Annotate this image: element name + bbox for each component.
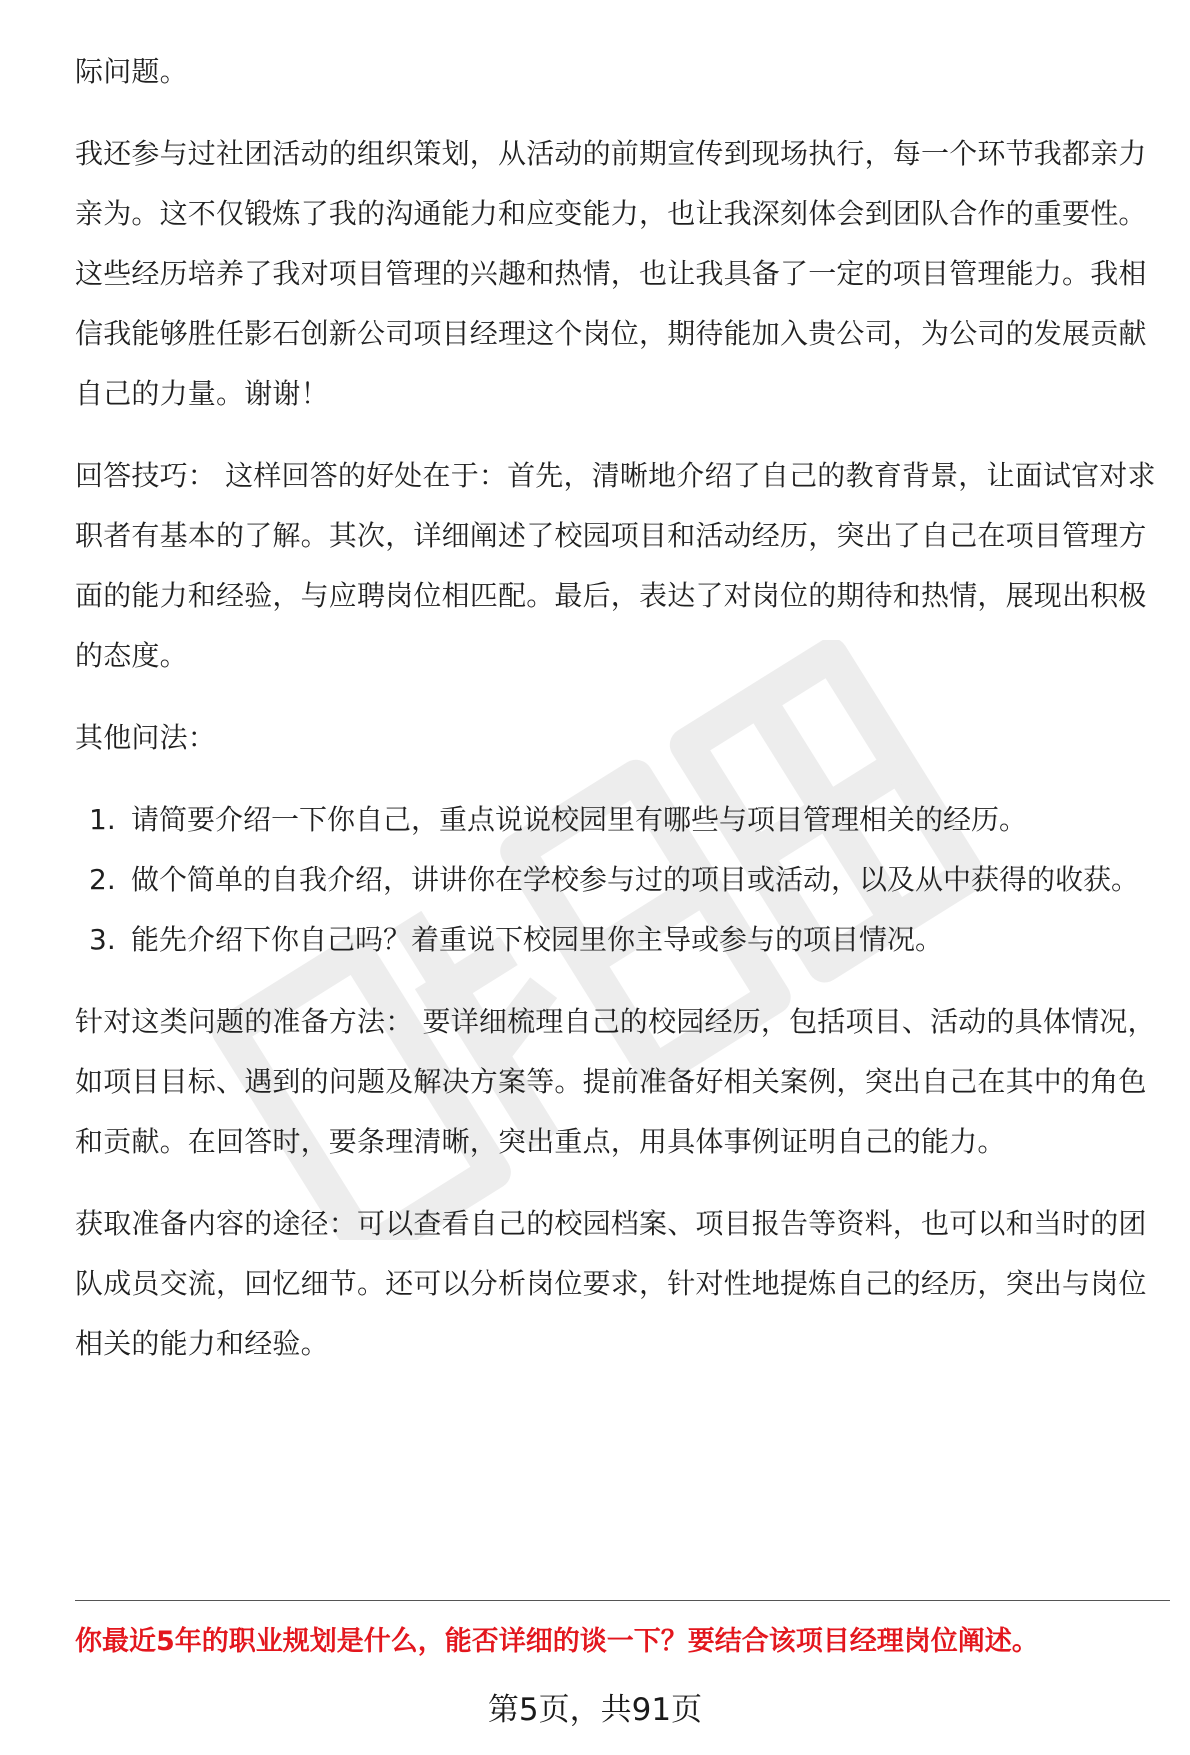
paragraph-preparation-method: 针对这类问题的准备方法： 要详细梳理自己的校园经历，包括项目、活动的具体情况，如项目目标、遇到的问题及解决方案等。提前准备好相关案例，突出自己在其中的角色和贡献。在回答时，要条理清晰，突出重点，用具体事例证明自己的能力。 bbox=[75, 1005, 1156, 1158]
list-item-number: 3. bbox=[89, 923, 116, 956]
paragraph-experience: 我还参与过社团活动的组织策划，从活动的前期宣传到现场执行，每一个环节我都亲力亲为。这不仅锻炼了我的沟通能力和应变能力，也让我深刻体会到团队合作的重要性。这些经历培养了我对项目管理的兴趣和热情，也让我具备了一定的项目管理能力。我相信我能够胜任影石创新公司项目经理这个岗位，期待能加入贵公司，为公司的发展贡献自己的力量。谢谢！ bbox=[75, 137, 1147, 410]
paragraph-preparation-sources: 获取准备内容的途径：可以查看自己的校园档案、项目报告等资料，也可以和当时的团队成员交流，回忆细节。还可以分析岗位要求，针对性地提炼自己的经历，突出与岗位相关的能力和经验。 bbox=[75, 1207, 1147, 1360]
list-item-number: 1. bbox=[89, 803, 116, 836]
paragraph-answer-tips: 回答技巧： 这样回答的好处在于：首先，清晰地介绍了自己的教育背景，让面试官对求职者有基本的了解。其次，详细阐述了校园项目和活动经历，突出了自己在项目管理方面的能力和经验，与应聘岗位相匹配。最后，表达了对岗位的期待和热情，展现出积极的态度。 bbox=[75, 459, 1156, 672]
list-item bbox=[75, 910, 1170, 970]
paragraph-other-questions-heading: 其他问法： bbox=[75, 721, 217, 754]
list-item-text: 做个简单的自我介绍，讲讲你在学校参与过的项目或活动，以及从中获得的收获。 bbox=[131, 863, 1140, 896]
page-number: 第5页，共91页 bbox=[487, 1692, 703, 1728]
list-item-text: 能先介绍下你自己吗？着重说下校园里你主导或参与的项目情况。 bbox=[131, 923, 944, 956]
list-item-number: 2. bbox=[89, 863, 116, 896]
next-question-heading: 你最近5年的职业规划是什么，能否详细的谈一下？要结合该项目经理岗位阐述。 bbox=[75, 1626, 1039, 1657]
section-divider bbox=[75, 1600, 1170, 1601]
other-questions-list bbox=[75, 790, 1170, 970]
list-item bbox=[75, 850, 1170, 910]
paragraph-continuation: 际问题。 bbox=[75, 55, 188, 88]
list-item bbox=[75, 790, 1170, 850]
list-item-text: 请简要介绍一下你自己，重点说说校园里有哪些与项目管理相关的经历。 bbox=[131, 803, 1028, 836]
document-body bbox=[75, 42, 1170, 1396]
